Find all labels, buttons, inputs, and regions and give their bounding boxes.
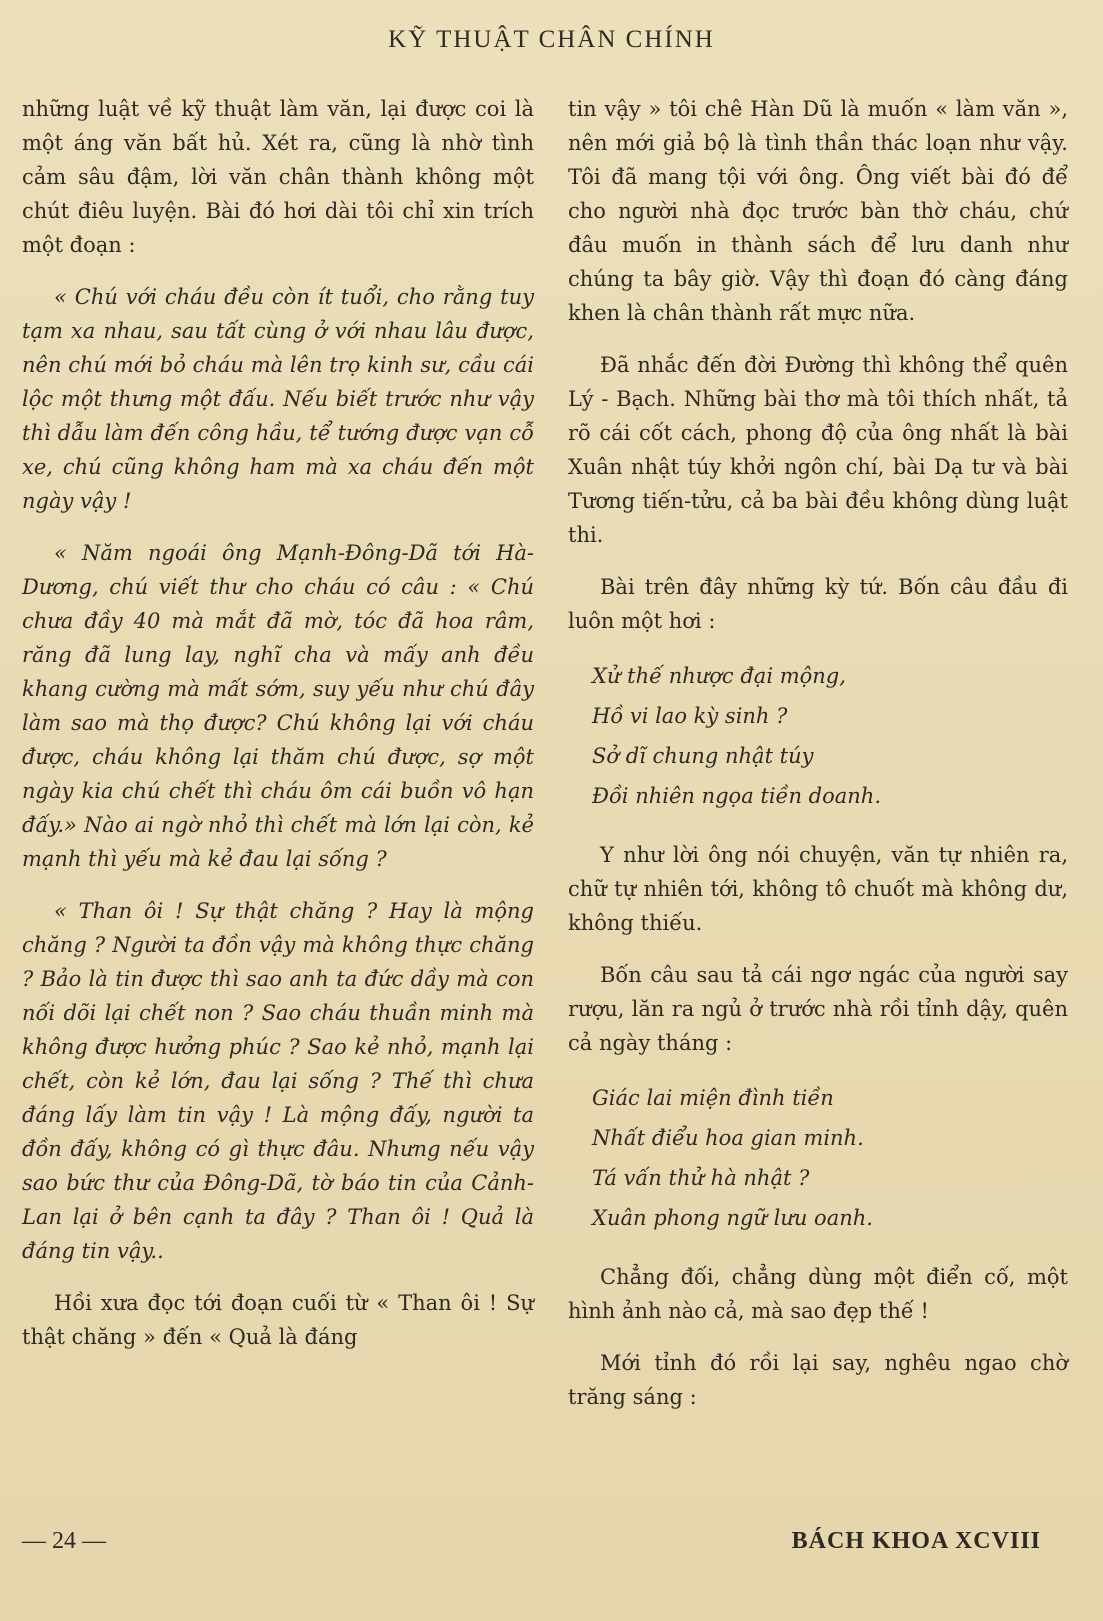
magazine-issue: BÁCH KHOA XCVIII — [791, 1528, 1041, 1554]
poem-line: Hồ vi lao kỳ sinh ? — [592, 704, 788, 728]
paragraph: Y như lời ông nói chuyện, văn tự nhiên ra, chữ tự nhiên tới, không tô chuốt mà không dư, không thiếu. — [568, 843, 1068, 935]
paragraph: những luật về kỹ thuật làm văn, lại được coi là một áng văn bất hủ. Xét ra, cũng là nhờ tình cảm sâu đậm, lời văn chân thành không một chút điêu luyện. Bài đó hơi dài tôi chỉ xin trích một đoạn : — [22, 97, 534, 257]
paragraph: Bài trên đây những kỳ tứ. Bốn câu đầu đi luôn một hơi : — [568, 575, 1068, 633]
paragraph: Bốn câu sau tả cái ngơ ngác của người say rượu, lăn ra ngủ ở trước nhà rồi tỉnh dậy, quên cả ngày tháng : — [568, 963, 1068, 1055]
paragraph: Chẳng đối, chẳng dùng một điển cố, một hình ảnh nào cả, mà sao đẹp thế ! — [568, 1265, 1068, 1323]
paragraph: Hồi xưa đọc tới đoạn cuối từ « Than ôi ! Sự thật chăng » đến « Quả là đáng — [22, 1291, 534, 1349]
paragraph: tin vậy » tôi chê Hàn Dũ là muốn « làm văn », nên mới giả bộ là tình thần thác loạn như vậy. Tôi đã mang tội với ông. Ông viết bài đó để cho người nhà đọc trước bàn thờ cháu, chứ đâu muốn in thành sách để lưu danh như chúng ta bây giờ. Vậy thì đoạn đó càng đáng khen là chân thành rất mực nữa. — [568, 97, 1068, 325]
paragraph: Mới tỉnh đó rồi lại say, nghêu ngao chờ trăng sáng : — [568, 1351, 1068, 1409]
poem-line: Xử thế nhược đại mộng, — [592, 664, 846, 688]
quoted-paragraph: « Năm ngoái ông Mạnh-Đông-Dã tới Hà-Dương, chú viết thư cho cháu có câu : « Chú chưa đầy 40 mà mắt đã mờ, tóc đã hoa râm, răng đã lung lay, nghĩ cha và mấy anh đều khang cường mà mất sớm, suy yếu như chú đây làm sao mà thọ được? Chú không lại với cháu được, cháu không lại thăm chú được, sợ một ngày kia chú chết thì cháu ôm cái buồn vô hạn đấy.» Nào ai ngờ nhỏ thì chết mà lớn lại còn, kẻ mạnh thì yếu mà kẻ đau lại sống ? — [22, 541, 534, 871]
poem-line: Đồi nhiên ngọa tiền doanh. — [592, 784, 881, 808]
poem-line: Nhất điểu hoa gian minh. — [592, 1126, 864, 1150]
page-number: — 24 — — [22, 1528, 106, 1554]
poem-line: Sở dĩ chung nhật túy — [592, 744, 814, 768]
right-column — [568, 92, 1068, 1432]
quoted-paragraph: « Chú với cháu đều còn ít tuổi, cho rằng tuy tạm xa nhau, sau tất cùng ở với nhau lâu được, nên chú mới bỏ cháu mà lên trọ kinh sư, cầu cái lộc một thưng một đấu. Nếu biết trước như vậy thì dẫu làm đến công hầu, tể tướng được vạn cỗ xe, chú cũng không ham mà xa cháu đến một ngày vậy ! — [22, 285, 534, 513]
running-header: KỸ THUẬT CHÂN CHÍNH — [388, 26, 715, 53]
poem-verse — [592, 1078, 1068, 1238]
poem-verse — [592, 656, 1068, 816]
poem-line: Xuân phong ngữ lưu oanh. — [592, 1206, 873, 1230]
poem-line: Giác lai miện đình tiền — [592, 1086, 834, 1110]
poem-line: Tá vấn thử hà nhật ? — [592, 1166, 810, 1190]
quoted-paragraph: « Than ôi ! Sự thật chăng ? Hay là mộng chăng ? Người ta đồn vậy mà không thực chăng ? Bảo là tin được thì sao anh ta đức dầy mà con nối dõi lại chết non ? Sao cháu thuần minh mà không được hưởng phúc ? Sao kẻ nhỏ, mạnh lại chết, còn kẻ lớn, đau lại sống ? Thế thì chưa đáng lấy làm tin vậy ! Là mộng đấy, người ta đồn đấy, không có gì thực đâu. Nhưng nếu vậy sao bức thư của Đông-Dã, tờ báo tin của Cảnh-Lan lại ở bên cạnh ta đây ? Than ôi ! Quả là đáng tin vậy.. — [22, 899, 534, 1263]
left-column — [22, 92, 534, 1372]
paragraph: Đã nhắc đến đời Đường thì không thể quên Lý - Bạch. Những bài thơ mà tôi thích nhất, tả rõ cái cốt cách, phong độ của ông nhất là bài Xuân nhật túy khởi ngôn chí, bài Dạ tư và bài Tương tiến-tửu, cả ba bài đều không dùng luật thi. — [568, 353, 1068, 547]
